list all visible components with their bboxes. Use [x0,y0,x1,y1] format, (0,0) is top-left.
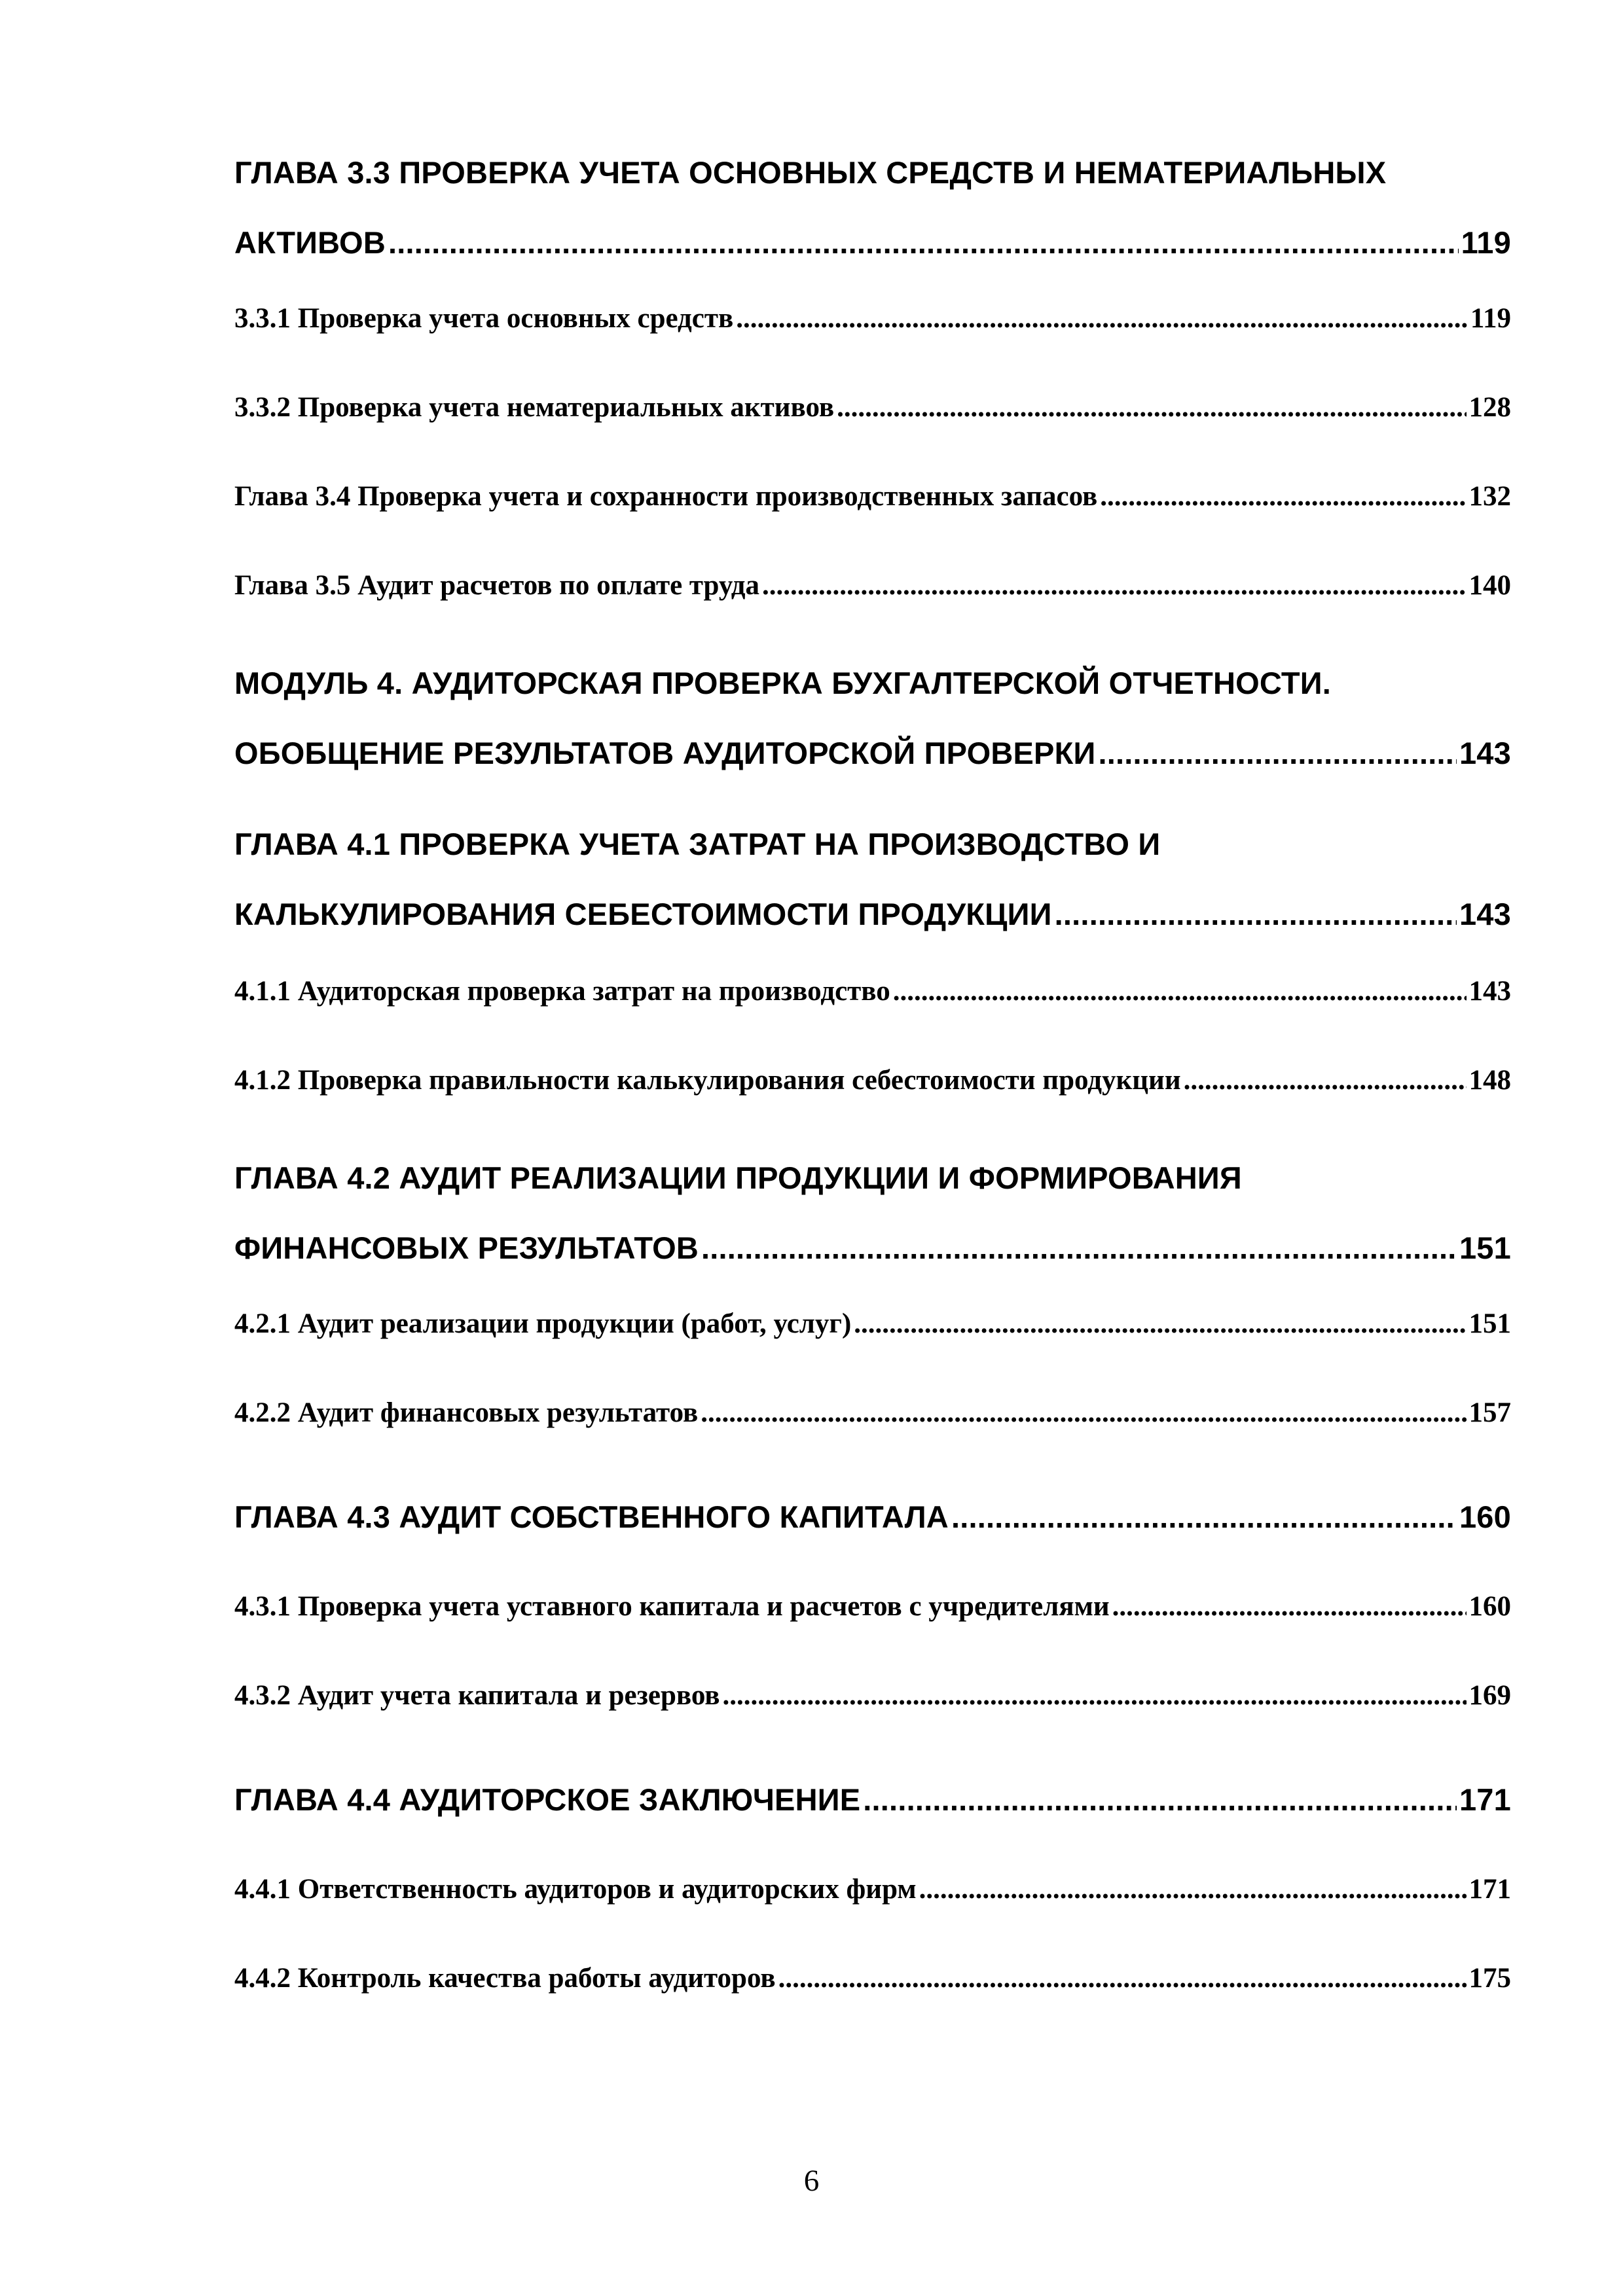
dot-leader [951,1499,1457,1535]
dot-leader [722,1679,1466,1712]
toc-entry-title: 4.4.2 Контроль качества работы аудиторов [234,1963,776,1994]
toc-entry-title: АКТИВОВ [234,225,386,260]
toc-entry-title-line-1: ГЛАВА 4.2 АУДИТ РЕАЛИЗАЦИИ ПРОДУКЦИИ И ФОРМИРОВАНИЯ [234,1160,1242,1195]
toc-entry-page: 157 [1468,1397,1511,1428]
toc-entry-title: Глава 3.4 Проверка учета и сохранности производственных запасов [234,481,1098,512]
toc-entry-chapter-3-3 [234,154,1511,260]
dot-leader [701,1230,1457,1266]
toc-entry-page: 143 [1459,736,1511,770]
toc-entry-title: ОБОБЩЕНИЕ РЕЗУЛЬТАТОВ АУДИТОРСКОЙ ПРОВЕРКИ [234,736,1096,770]
toc-entry-title: ФИНАНСОВЫХ РЕЗУЛЬТАТОВ [234,1230,699,1265]
toc-entry-chapter-4-1 [234,826,1511,932]
toc-entry-title: 4.1.2 Проверка правильности калькулирования себестоимости продукции [234,1065,1181,1096]
toc-entry-line [234,224,1511,260]
toc-entry-line [234,975,1511,1007]
toc-entry-title: Глава 3.5 Аудит расчетов по оплате труда [234,570,759,601]
dot-leader [854,1308,1466,1340]
toc-entry-page: 119 [1461,225,1511,260]
toc-entry-title: 3.3.2 Проверка учета нематериальных активов [234,392,835,423]
dot-leader [762,569,1467,601]
toc-entry-title: 4.2.2 Аудит финансовых результатов [234,1397,699,1428]
toc-entry-page: 151 [1468,1308,1511,1339]
toc-entry-page: 169 [1468,1680,1511,1711]
dot-leader [736,302,1468,334]
toc-entry-title: КАЛЬКУЛИРОВАНИЯ СЕБЕСТОИМОСТИ ПРОДУКЦИИ [234,897,1052,931]
toc-entry-line [234,1499,1511,1535]
toc-entry-page: 151 [1459,1230,1511,1265]
toc-entry-page: 140 [1468,570,1511,601]
toc-entry-title: 4.4.1 Ответственность аудиторов и аудиторских фирм [234,1874,917,1905]
toc-entry-page: 160 [1459,1499,1511,1534]
toc-entry-page: 171 [1468,1874,1511,1905]
dot-leader [893,975,1467,1007]
dot-leader [701,1397,1466,1429]
page-number: 6 [803,2164,820,2198]
toc-entry-page: 143 [1468,976,1511,1007]
toc-entry-4-2-2 [234,1397,1511,1429]
dot-leader [863,1782,1457,1818]
toc-entry-chapter-3-5 [234,569,1511,601]
toc-entry-line [234,480,1511,512]
toc-entry-line [234,1590,1511,1623]
toc-entry-page: 143 [1459,897,1511,931]
toc-entry-4-4-2 [234,1962,1511,1994]
dot-leader [837,391,1466,423]
toc-entry-page: 148 [1468,1065,1511,1096]
dot-leader [1098,735,1457,771]
toc-entry-4-1-1 [234,975,1511,1007]
toc-entry-line [234,1308,1511,1340]
toc-entry-line [234,1782,1511,1818]
toc-entry-4-4-1 [234,1873,1511,1905]
toc-entry-chapter-4-4 [234,1782,1511,1818]
toc-entry-title-line-1: ГЛАВА 4.1 ПРОВЕРКА УЧЕТА ЗАТРАТ НА ПРОИЗВОДСТВО И [234,827,1161,861]
toc-entry-line [234,391,1511,423]
toc-entry-chapter-4-2 [234,1160,1511,1266]
toc-entry-line [234,302,1511,334]
toc-entry-page: 119 [1470,303,1511,334]
toc-entry-line [234,735,1511,771]
toc-entry-page: 171 [1459,1782,1511,1817]
dot-leader [919,1873,1467,1905]
toc-entry-line [234,569,1511,601]
toc-entry-4-1-2 [234,1064,1511,1096]
toc-entry-chapter-3-4 [234,480,1511,512]
dot-leader [1184,1064,1467,1096]
toc-entry-line [234,1873,1511,1905]
toc-entry-title: 4.1.1 Аудиторская проверка затрат на производство [234,976,890,1007]
toc-entry-line [234,896,1511,932]
toc-entry-4-3-2 [234,1679,1511,1712]
toc-entry-title-line-1: ГЛАВА 3.3 ПРОВЕРКА УЧЕТА ОСНОВНЫХ СРЕДСТВ И НЕМАТЕРИАЛЬНЫХ [234,155,1387,190]
toc-entry-page: 128 [1468,392,1511,423]
toc-entry-page: 160 [1468,1591,1511,1622]
dot-leader [778,1962,1467,1994]
toc-entry-title: ГЛАВА 4.3 АУДИТ СОБСТВЕННОГО КАПИТАЛА [234,1499,949,1534]
toc-entry-module-4 [234,665,1511,771]
toc-entry-title: 4.2.1 Аудит реализации продукции (работ, услуг) [234,1308,852,1339]
toc-entry-title-line-1: МОДУЛЬ 4. АУДИТОРСКАЯ ПРОВЕРКА БУХГАЛТЕРСКОЙ ОТЧЕТНОСТИ. [234,666,1332,700]
toc-entry-title: 4.3.2 Аудит учета капитала и резервов [234,1680,720,1711]
dot-leader [388,224,1459,260]
toc-entry-4-3-1 [234,1590,1511,1623]
dot-leader [1055,896,1457,932]
dot-leader [1112,1590,1467,1623]
toc-entry-title: 3.3.1 Проверка учета основных средств [234,303,734,334]
toc-entry-line [234,1064,1511,1096]
toc-entry-title: ГЛАВА 4.4 АУДИТОРСКОЕ ЗАКЛЮЧЕНИЕ [234,1782,861,1817]
toc-entry-line [234,1679,1511,1712]
toc-entry-3-3-2 [234,391,1511,423]
toc-entry-chapter-4-3 [234,1499,1511,1535]
toc-entry-line [234,1962,1511,1994]
toc-entry-line [234,1230,1511,1266]
toc-entry-page: 175 [1468,1963,1511,1994]
dot-leader [1100,480,1466,512]
toc-entry-line [234,1397,1511,1429]
toc-entry-3-3-1 [234,302,1511,334]
toc-entry-4-2-1 [234,1308,1511,1340]
toc-entry-title: 4.3.1 Проверка учета уставного капитала и расчетов с учредителями [234,1591,1110,1622]
toc-entry-page: 132 [1468,481,1511,512]
